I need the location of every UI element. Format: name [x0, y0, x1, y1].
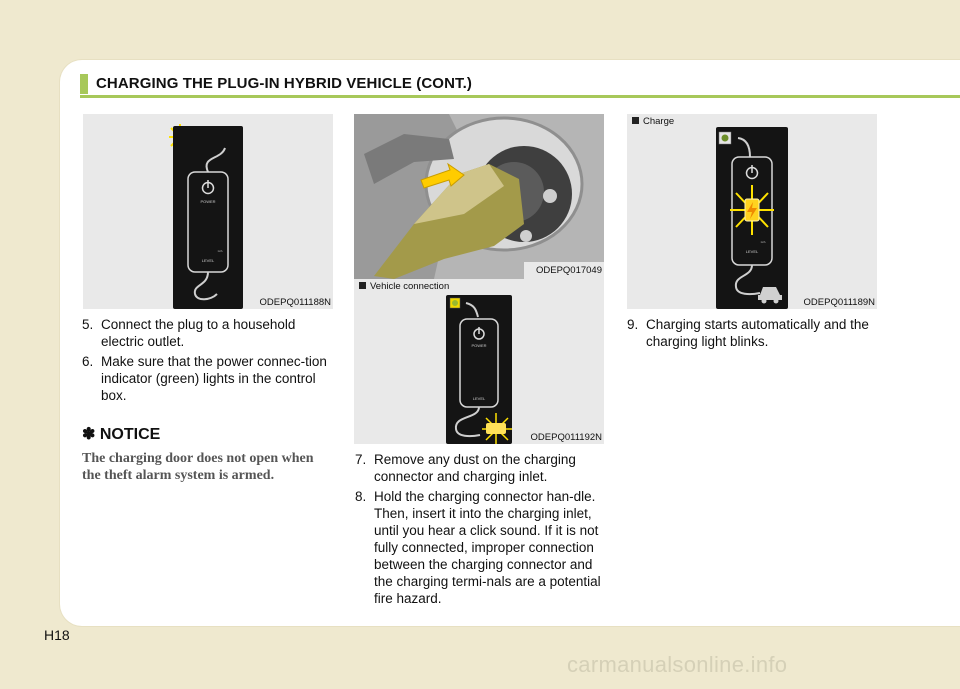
step-number: 7. — [355, 452, 367, 467]
steps-list-col3 — [627, 316, 879, 350]
bullet-square-icon — [632, 117, 639, 124]
step-item — [355, 488, 605, 607]
notice-title: NOTICE — [99, 426, 161, 443]
step-text: Remove any dust on the charging connector and charging inlet. — [374, 452, 576, 484]
steps-list-col2 — [355, 451, 605, 607]
step-text: Connect the plug to a household electric outlet. — [101, 317, 296, 349]
step-text: Make sure that the power connec-tion indicator (green) lights in the control box. — [101, 354, 327, 403]
notice-symbol-icon: ✽ — [82, 426, 96, 443]
watermark: carmanualsonline.info — [567, 652, 788, 677]
figure-label — [359, 281, 449, 292]
power-label: POWER — [200, 199, 216, 204]
header-rule — [80, 95, 960, 98]
amp-label: 12A — [760, 240, 766, 244]
step-number: 8. — [355, 489, 367, 504]
step-number: 9. — [627, 317, 639, 332]
header-accent-bar — [80, 74, 88, 94]
figure-control-box-charge — [627, 114, 877, 309]
page-number: H18 — [44, 627, 70, 643]
level-label: LEVEL — [201, 258, 215, 263]
figure-label-text: Vehicle connection — [370, 281, 450, 292]
step-text: Hold the charging connector han-dle. Then, insert it into the charging inlet, until you hear a click sound. If it is not fully connected, improper connection between the charging connector and the charging termi-nals are a potential fire hazard. — [374, 489, 601, 606]
figure-charging-inlet-photo — [354, 114, 604, 279]
step-item — [627, 316, 879, 350]
notice-body: The charging door does not open when the theft alarm system is armed. — [82, 451, 314, 483]
amp-label: 12A — [217, 249, 223, 253]
level-label: LEVEL — [745, 249, 759, 254]
power-label: POWER — [471, 343, 487, 348]
figure-code: ODEPQ011189N — [803, 297, 875, 308]
figure-code: ODEPQ011188N — [259, 297, 331, 308]
step-item — [355, 451, 605, 485]
step-item — [82, 316, 334, 350]
figure-label — [632, 116, 674, 127]
figure-code: ODEPQ017049 — [535, 265, 602, 276]
control-box-drawing — [716, 127, 788, 309]
level-label: LEVEL — [472, 396, 486, 401]
step-number: 6. — [82, 354, 94, 369]
step-number: 5. — [82, 317, 94, 332]
control-box-drawing — [446, 295, 512, 444]
steps-list-col1 — [82, 316, 334, 404]
figure-control-box-power — [83, 114, 333, 309]
bullet-square-icon — [359, 282, 366, 289]
step-item — [82, 353, 334, 404]
car-icon — [758, 287, 782, 304]
notice-heading — [82, 424, 160, 444]
figure-label-text: Charge — [643, 116, 675, 127]
control-box-drawing — [173, 126, 243, 309]
charging-connector-photo — [354, 114, 604, 279]
section-title: CHARGING THE PLUG-IN HYBRID VEHICLE (CONT.) — [96, 75, 472, 92]
figure-vehicle-connection — [354, 279, 604, 444]
figure-code: ODEPQ011192N — [530, 432, 602, 443]
step-text: Charging starts automatically and the charging light blinks. — [646, 317, 869, 349]
